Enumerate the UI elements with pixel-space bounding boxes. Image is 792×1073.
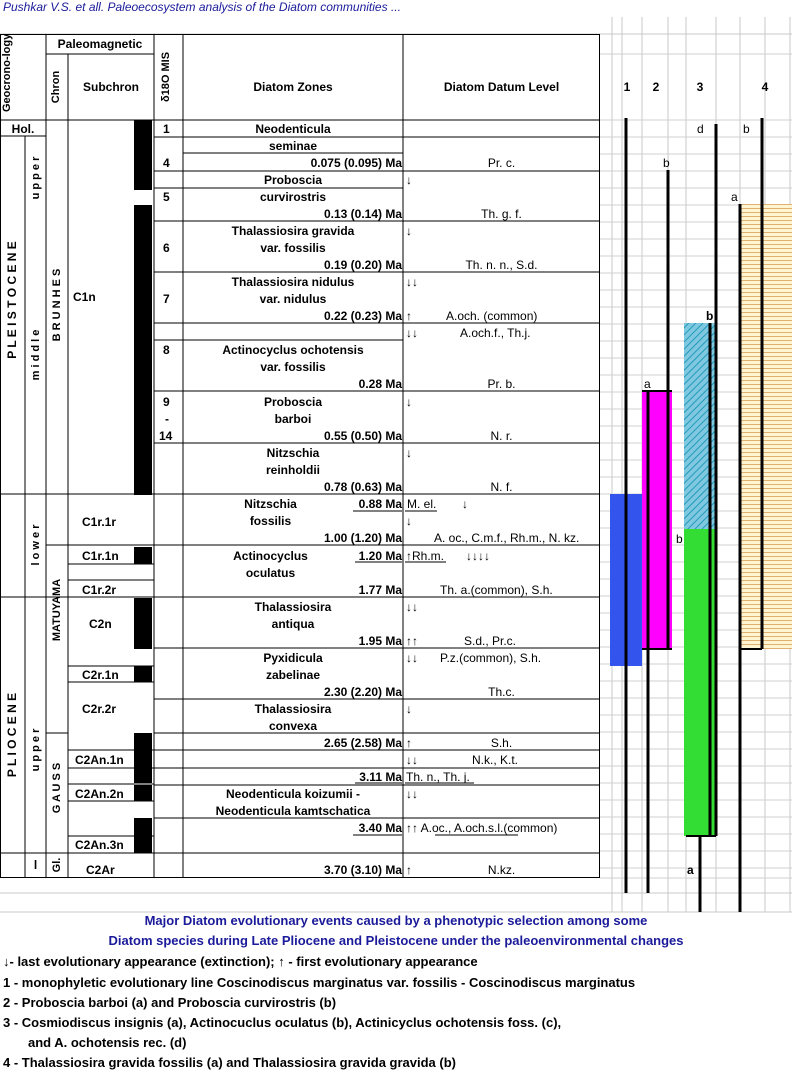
subchron-label: C2An.1n xyxy=(75,753,124,767)
datum-label: S.h. xyxy=(490,736,513,750)
age-label: 0.55 (0.50) Ma xyxy=(323,429,402,443)
datum-label: ↓↓ xyxy=(406,787,418,801)
datum-label: ↑Rh.m. xyxy=(406,549,445,563)
datum-label: Th. a.(common), S.h. xyxy=(440,583,553,597)
age-label: 0.78 (0.63) Ma xyxy=(323,480,402,494)
line2-letter: b xyxy=(676,532,683,546)
zone-name: antiqua xyxy=(271,617,315,631)
epoch-holocene: Hol. xyxy=(11,122,35,136)
polarity-column xyxy=(134,120,152,853)
datum-label: A. oc., C.m.f., Rh.m., N. kz. xyxy=(434,531,580,545)
zone-name: oculatus xyxy=(245,566,296,580)
caption-title-1: Major Diatom evolutionary events caused by a phenotypic selection among some xyxy=(144,913,648,928)
datum-label: Th. g. f. xyxy=(481,207,522,221)
age-label: 2.65 (2.58) Ma xyxy=(323,736,402,750)
zone-name: Thalassiosira xyxy=(254,600,332,614)
zone-name: Proboscia xyxy=(263,173,323,187)
zone-name: Thalassiosira xyxy=(254,702,332,716)
zone-name: Actinocyclus xyxy=(233,549,308,563)
chron-matuyama: MATUYAMA xyxy=(51,578,63,642)
caption-item-3b: and A. ochotensis rec. (d) xyxy=(28,1035,187,1050)
paleomagnetic-header: Paleomagnetic xyxy=(57,37,143,51)
subchron-label: C2n xyxy=(89,617,112,631)
subchron-label: C1r.1n xyxy=(82,549,119,563)
mis-label: 1 xyxy=(163,122,170,136)
datum-label: Pr. c. xyxy=(487,156,516,170)
datum-label: N.k., K.t. xyxy=(472,753,519,767)
caption-title-2: Diatom species during Late Pliocene and Pleistocene under the paleoenvironmental changes xyxy=(108,933,684,948)
geochronology-header: Geocrono-logy xyxy=(1,33,13,112)
subepoch-l: l xyxy=(33,858,38,872)
age-label: 1.77 Ma xyxy=(358,583,402,597)
subchron-label: C1n xyxy=(73,290,96,304)
line4-letter: b xyxy=(743,122,750,136)
zone-name: Thalassiosira nidulus xyxy=(231,275,355,289)
subchron-label: C2r.2r xyxy=(82,702,117,716)
zone-name: Neodenticula kamtschatica xyxy=(215,804,371,818)
zone-name: Neodenticula xyxy=(255,122,331,136)
age-label: 0.13 (0.14) Ma xyxy=(323,207,402,221)
datum-label: A.och.f., Th.j. xyxy=(460,326,531,340)
datum-label: Th. n. n., S.d. xyxy=(465,258,538,272)
zone-name: var. nidulus xyxy=(259,292,327,306)
age-label: 2.30 (2.20) Ma xyxy=(323,685,402,699)
datum-label: ↓ xyxy=(406,446,412,460)
line4-hatched-range xyxy=(740,204,792,649)
subchron-label: C2r.1n xyxy=(82,668,119,682)
mis-label: 8 xyxy=(163,343,170,357)
mis-label: 7 xyxy=(163,292,170,306)
citation: Pushkar V.S. et all. Paleoecosystem analysis of the Diatom communities ... xyxy=(3,0,401,14)
datum-label: ↓↓ xyxy=(406,326,418,340)
zone-name: var. fossilis xyxy=(260,241,326,255)
age-label: 0.22 (0.23) Ma xyxy=(323,309,402,323)
zones-header: Diatom Zones xyxy=(253,80,333,94)
mis-label: 5 xyxy=(163,190,170,204)
subepoch-pleistocene-upper: u p p e r xyxy=(30,156,42,200)
datum-label: N. f. xyxy=(490,480,513,494)
zone-name: Actinocyclus ochotensis xyxy=(222,343,364,357)
zone-name: Neodenticula koizumii - xyxy=(225,787,360,801)
age-label: 1.95 Ma xyxy=(358,634,402,648)
datum-label: M. el. xyxy=(407,497,437,511)
epoch-pleistocene: P L E I S T O C E N E xyxy=(5,241,19,359)
mis-label: - xyxy=(165,412,169,426)
subepoch-pliocene-upper: u p p e r xyxy=(30,728,42,772)
caption-item-3a: 3 - Cosmiodiscus insignis (a), Actinocuclus oculatus (b), Actinicyclus ochotensis foss. (c), xyxy=(3,1015,562,1030)
datum-label: ↓ xyxy=(406,173,412,187)
subchron-label: C2An.3n xyxy=(75,838,124,852)
datum-label: ↓↓ xyxy=(406,753,418,767)
datum-label: Th.c. xyxy=(488,685,515,699)
datum-label: A.och. (common) xyxy=(446,309,538,323)
line3-letter: d xyxy=(697,122,704,136)
line2-header: 2 xyxy=(652,80,660,94)
mis-label: 9 xyxy=(163,395,170,409)
subepoch-lower: l o w e r xyxy=(30,524,42,566)
datum-label: ↓ xyxy=(406,514,412,528)
zone-name: Proboscia xyxy=(263,395,323,409)
zone-name: seminae xyxy=(268,139,318,153)
line3-header: 3 xyxy=(696,80,704,94)
line4-letter: a xyxy=(731,190,738,204)
datum-label: P.z.(common), S.h. xyxy=(440,651,542,665)
subepoch-middle: m i d d l e xyxy=(30,329,42,381)
zone-name: Thalassiosira gravida xyxy=(231,224,355,238)
mis-label: 6 xyxy=(163,241,170,255)
datum-label: ↓↓ xyxy=(406,651,418,665)
age-label: 0.19 (0.20) Ma xyxy=(323,258,402,272)
datum-label: N. r. xyxy=(490,429,513,443)
datum-label: ↓↓ xyxy=(406,275,418,289)
subchron-label: C2An.2n xyxy=(75,787,124,801)
datum-label: ↑ xyxy=(406,736,412,750)
subchron-header: Subchron xyxy=(83,80,139,94)
age-label: 3.11 Ma xyxy=(359,770,402,784)
datum-label: ↓↓↓↓ xyxy=(466,549,490,563)
age-label: 3.70 (3.10) Ma xyxy=(323,863,402,877)
datum-label: ↑↑ xyxy=(406,634,418,648)
zone-name: Pyxidicula xyxy=(263,651,323,665)
datum-label: ↑ xyxy=(406,309,412,323)
line2-letter: b xyxy=(663,156,670,170)
datum-label: Th. n., Th. j. xyxy=(406,770,470,784)
zone-name: reinholdii xyxy=(266,463,320,477)
mis-header: δ18O MIS xyxy=(160,51,172,103)
chron-brunhes: B R U N H E S xyxy=(51,268,63,342)
zone-name: Nitzschia xyxy=(244,497,297,511)
datum-label: ↑ xyxy=(406,863,412,877)
age-label: 0.075 (0.095) Ma xyxy=(310,156,402,170)
zone-name: fossilis xyxy=(249,514,292,528)
caption-item-1: 1 - monophyletic evolutionary line Coscinodiscus marginatus var. fossilis - Coscinodiscus marginatus xyxy=(3,975,636,990)
line4-header: 4 xyxy=(761,80,769,94)
chron-header: Chron xyxy=(50,70,62,104)
line3-letter: b xyxy=(706,309,714,323)
datum-label: ↑↑ A.oc., A.och.s.l.(common) xyxy=(406,821,558,835)
zone-name: Nitzschia xyxy=(266,446,320,460)
caption-item-4: 4 - Thalassiosira gravida fossilis (a) and Thalassiosira gravida gravida (b) xyxy=(3,1055,456,1070)
datum-label: S.d., Pr.c. xyxy=(464,634,517,648)
line3-letter: a xyxy=(687,863,694,877)
caption-legend-arrows: ↓- last evolutionary appearance (extinction); ↑ - first evolutionary appearance xyxy=(3,954,478,969)
mis-label: 14 xyxy=(159,429,173,443)
datum-header: Diatom Datum Level xyxy=(443,80,560,94)
datum-label: N.kz. xyxy=(487,863,516,877)
subchron-label: C1r.2r xyxy=(82,583,117,597)
caption-item-2: 2 - Proboscia barboi (a) and Proboscia curvirostris (b) xyxy=(3,995,337,1010)
datum-label: ↓↓ xyxy=(406,600,418,614)
zone-name: var. fossilis xyxy=(260,360,326,374)
age-label: 1.20 Ma xyxy=(358,549,402,563)
age-label: 3.40 Ma xyxy=(358,821,402,835)
subchron-label: C1r.1r xyxy=(82,515,117,529)
datum-label: ↓ xyxy=(406,224,412,238)
chron-gilbert: Gl. xyxy=(51,857,63,873)
datum-label: ↓ xyxy=(406,702,412,716)
mis-label: 4 xyxy=(163,156,170,170)
age-label: 0.28 Ma xyxy=(358,377,402,391)
datum-label: Pr. b. xyxy=(487,377,516,391)
datum-label: ↓ xyxy=(406,395,412,409)
datum-label: ↓ xyxy=(462,497,468,511)
epoch-pliocene: P L I O C E N E xyxy=(5,692,19,778)
line1-header: 1 xyxy=(623,80,631,94)
age-label: 1.00 (1.20) Ma xyxy=(323,531,402,545)
age-label: 0.88 Ma xyxy=(358,497,402,511)
zone-name: barboi xyxy=(274,412,312,426)
line2-letter: a xyxy=(644,377,651,391)
zone-name: convexa xyxy=(268,719,318,733)
chron-gauss: G A U S S xyxy=(51,762,63,814)
subchron-label: C2Ar xyxy=(86,863,115,877)
zone-name: zabelinae xyxy=(265,668,321,682)
zone-name: curvirostris xyxy=(259,190,327,204)
